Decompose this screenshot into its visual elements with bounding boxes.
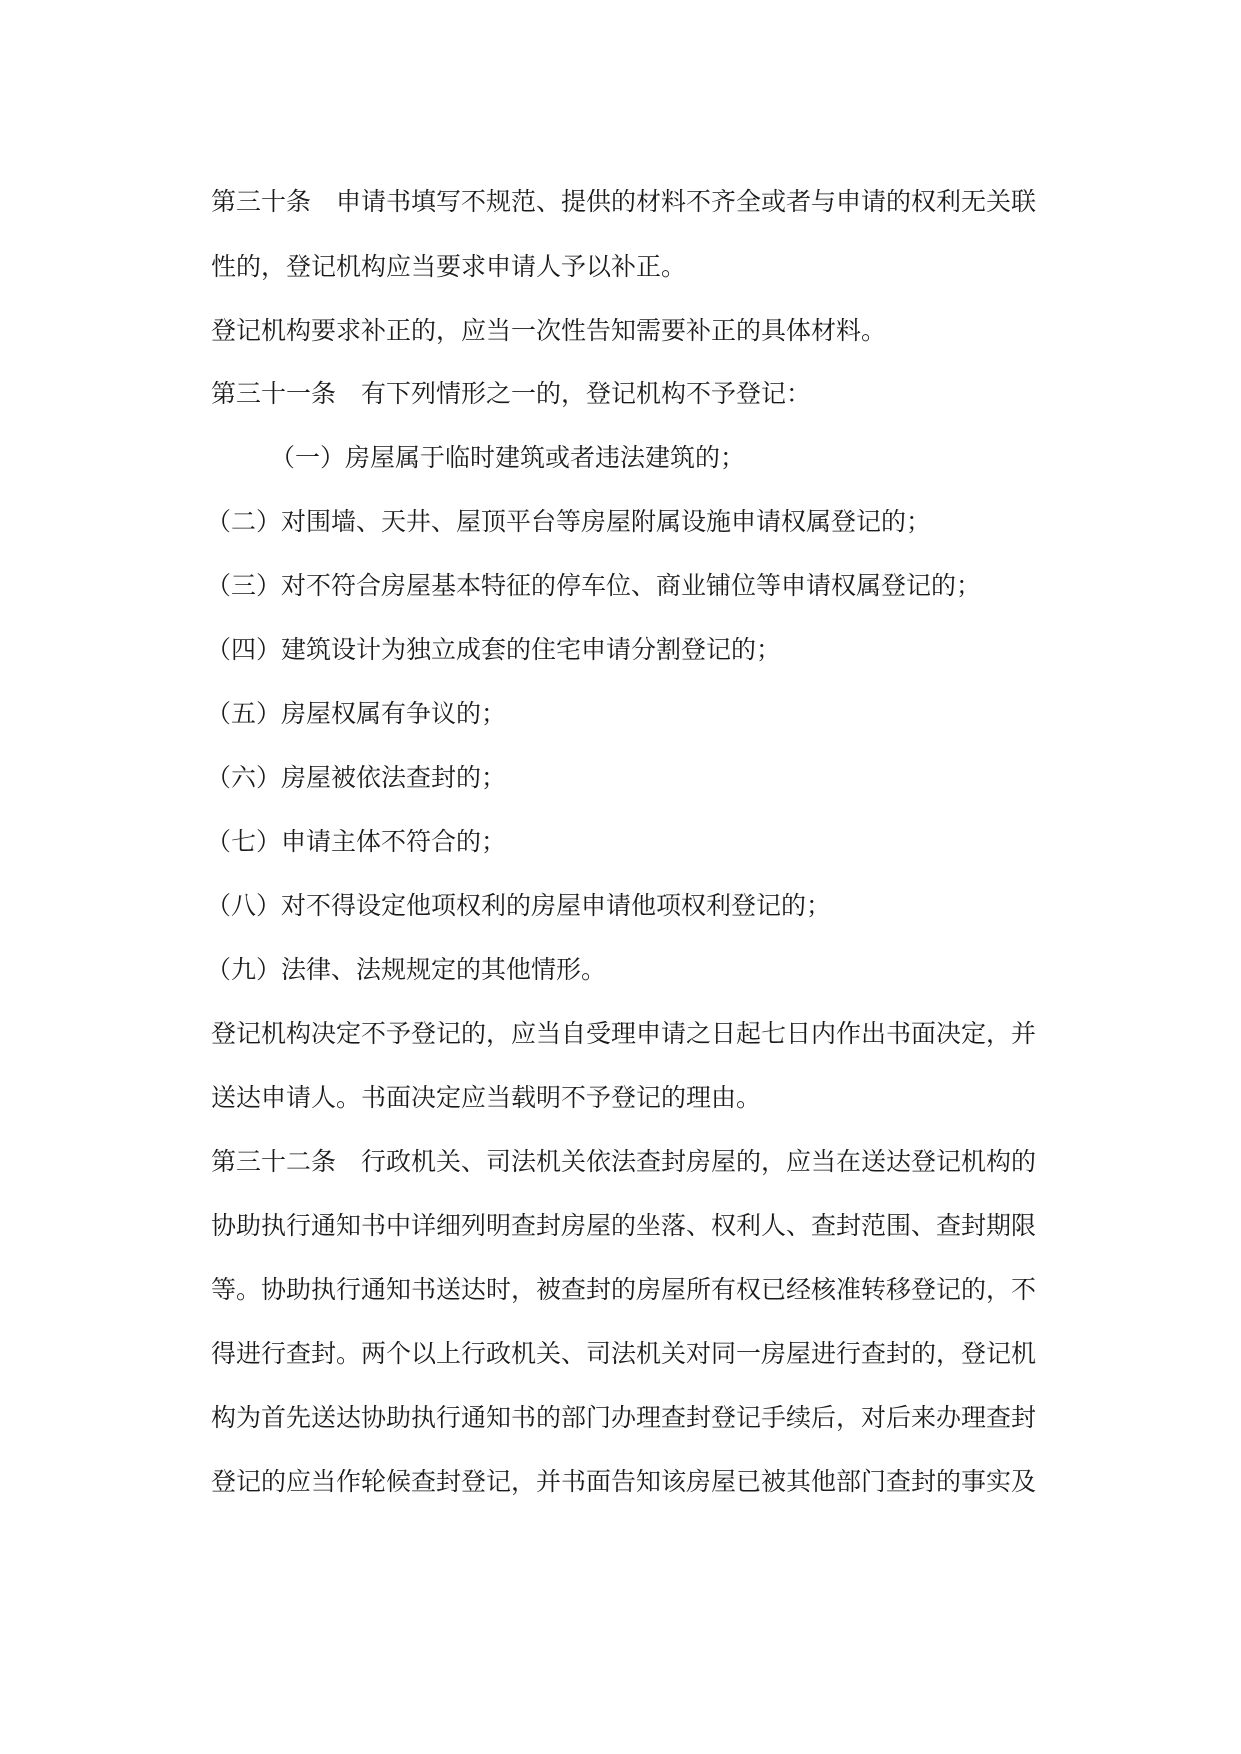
- article-32-line-4: 得进行查封。两个以上行政机关、司法机关对同一房屋进行查封的，登记机: [211, 1339, 1037, 1368]
- article-32-line-1: 第三十二条 行政机关、司法机关依法查封房屋的，应当在送达登记机构的: [211, 1147, 1037, 1176]
- article-31-paragraph-line-1: 登记机构决定不予登记的，应当自受理申请之日起七日内作出书面决定，并: [211, 1019, 1037, 1048]
- article-30-line-2: 性的，登记机构应当要求申请人予以补正。: [211, 252, 687, 281]
- article-32-line-5: 构为首先送达协助执行通知书的部门办理查封登记手续后，对后来办理查封: [211, 1403, 1037, 1432]
- article-31-item-8: （八）对不得设定他项权利的房屋申请他项权利登记的；: [206, 891, 832, 920]
- article-30-line-1: 第三十条 申请书填写不规范、提供的材料不齐全或者与申请的权利无关联: [211, 187, 1037, 216]
- article-31-item-5: （五）房屋权属有争议的；: [206, 699, 507, 728]
- article-31-item-6: （六）房屋被依法查封的；: [206, 763, 507, 792]
- article-31-item-2: （二）对围墙、天井、屋顶平台等房屋附属设施申请权属登记的；: [206, 507, 932, 536]
- article-32-line-3: 等。协助执行通知书送达时，被查封的房屋所有权已经核准转移登记的，不: [211, 1275, 1037, 1304]
- article-32-line-6: 登记的应当作轮候查封登记，并书面告知该房屋已被其他部门查封的事实及: [211, 1467, 1037, 1496]
- article-31-item-1: （一）房屋属于临时建筑或者违法建筑的；: [270, 443, 746, 472]
- article-31-paragraph-line-2: 送达申请人。书面决定应当载明不予登记的理由。: [211, 1083, 762, 1112]
- article-31-heading: 第三十一条 有下列情形之一的，登记机构不予登记：: [211, 379, 812, 408]
- article-32-line-2: 协助执行通知书中详细列明查封房屋的坐落、权利人、查封范围、查封期限: [211, 1211, 1037, 1240]
- article-31-item-4: （四）建筑设计为独立成套的住宅申请分割登记的；: [206, 635, 782, 664]
- article-31-item-7: （七）申请主体不符合的；: [206, 827, 507, 856]
- article-31-item-3: （三）对不符合房屋基本特征的停车位、商业铺位等申请权属登记的；: [206, 571, 982, 600]
- article-30-paragraph-2: 登记机构要求补正的，应当一次性告知需要补正的具体材料。: [211, 316, 887, 345]
- article-31-item-9: （九）法律、法规规定的其他情形。: [206, 955, 607, 984]
